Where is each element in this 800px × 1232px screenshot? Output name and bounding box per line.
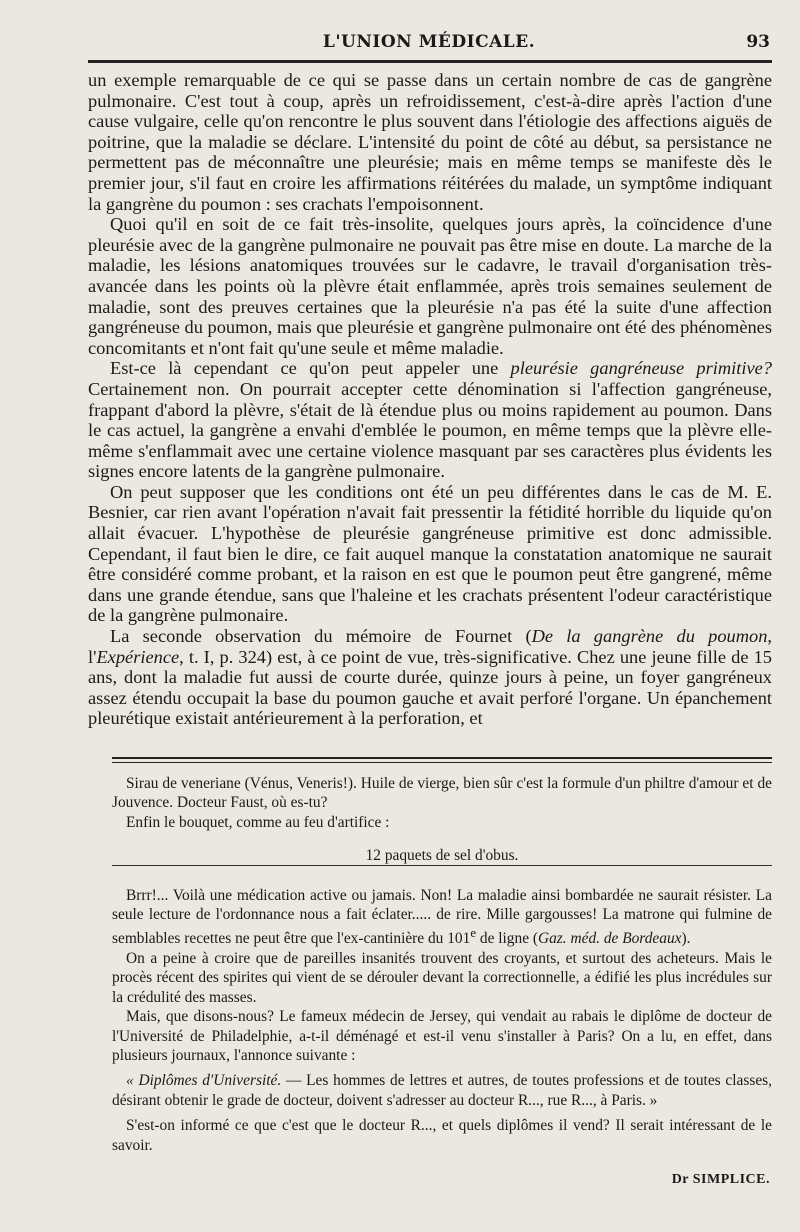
spacer bbox=[112, 878, 772, 886]
text-run: , t. I, p. 324) est, à ce point de vue, très-significative. Chez une jeune fille de 15 ans, dont la maladie fut aussi de courte durée, quinze jours à peine, un foyer gangréneux assez étendu occupait la base du poumon gauche et avait perforé l'organe. Un épanchement pleurétique existait antérieurement à la perforation, et bbox=[88, 646, 772, 729]
article-paragraph: On peut supposer que les conditions ont été un peu différentes dans le cas de M. E. Besnier, car rien avant l'opération n'avait fait pressentir la fétidité horrible du liquide qu'on allait évacuer. L'hypothèse de pleurésie gangréneuse primitive est donc admissible. Cependant, il faut bien le dire, ce fait auquel manque la constatation anatomique ne saurait être considéré comme probant, et la raison en est que le poumon peut être gangrené, même dans une grande étendue, sans que l'haleine et les crachats présentent l'odeur caractéristique de la gangrène pulmonaire. bbox=[88, 481, 772, 626]
text-run: La seconde observation du mémoire de Fournet ( bbox=[110, 626, 532, 647]
text-run: Brrr!... Voilà une médication active ou jamais. Non! La maladie ainsi bombardée ne saurait résister. La seule lecture de l'ordonnance nous a fait éclater..... de rire. Mille gargousses! La matrone qui fulmine de semblables recettes ne peut être que l'ex-cantinière du 101 bbox=[112, 886, 772, 948]
text-run: — Les hommes de lettres et autres, de toutes professions et de toutes classes, désirant obtenir le grade de docteur, doivent s'adresser au docteur R..., rue R..., à Paris. » bbox=[112, 1072, 772, 1109]
text-run: , l' bbox=[88, 626, 773, 667]
section-rule bbox=[112, 865, 772, 866]
text-run: Certainement non. On pourrait accepter cette dénomination si l'affection gangréneuse, frappant d'abord la plèvre, s'était de là étendue plus ou moins rapidement au poumon. Dans le cas actuel, la gangrène a envahi d'emblée le poumon, en même temps que la plèvre elle-même s'enflammait avec une certaine violence masquant par ses caractères plus évidents les signes encore latents de la gangrène pulmonaire. bbox=[88, 378, 772, 482]
feuilleton-paragraph: On a peine à croire que de pareilles insanités trouvent des croyants, et surtout des acheteurs. Mais le procès récent des spirites qui vient de se dérouler devant la correctionnelle, a édifié les plus incrédules sur la crédulité des masses. bbox=[112, 949, 772, 1006]
italic-title: De la gangrène du poumon bbox=[531, 626, 768, 647]
text-run: ). bbox=[681, 930, 691, 948]
article-paragraph bbox=[88, 358, 772, 482]
feuilleton-paragraph: Enfin le bouquet, comme au feu d'artifice : bbox=[126, 813, 390, 831]
centered-line: 12 paquets de sel d'obus. bbox=[365, 847, 519, 865]
italic-title: Expérience bbox=[96, 646, 180, 667]
feuilleton-paragraph bbox=[112, 1071, 772, 1110]
header-rule bbox=[88, 60, 772, 63]
article-paragraph: un exemple remarquable de ce qui se passe dans un certain nombre de cas de gangrène pulmonaire. C'est tout à coup, après un refroidissement, c'est-à-dire après l'action d'une cause vulgaire, celle qu'on rencontre le plus souvent dans l'étiologie des affections aiguës de poitrine, que la maladie se déclare. L'intensité du point de côté au début, sa persistance ne permettent pas de méconnaître une pleurésie; mais en même temps se manifeste dès le premier jour, s'il faut en croire les affirmations réitérées du malade, un symptôme indiquant la gangrène du poumon : ses crachats l'empoisonnent. bbox=[88, 70, 772, 214]
journal-title: L'UNION MÉDICALE. bbox=[322, 32, 536, 52]
article-paragraph: Quoi qu'il en soit de ce fait très-insolite, quelques jours après, la coïncidence d'une pleurésie avec de la gangrène pulmonaire ne pouvait pas être mise en doute. La marche de la maladie, les lésions anatomiques trouvées sur le cadavre, le travail d'organisation très-avancée dans les points où la plèvre était enflammée, après trois semaines seulement de maladie, sont des preuves certaines que la pleurésie n'a pas été la suite d'une affection gangréneuse du poumon, mais que pleurésie et gangrène pulmonaire ont été des phénomènes concomitants et n'ont fait qu'une seule et même maladie. bbox=[88, 214, 772, 358]
feuilleton-paragraph: S'est-on informé ce que c'est que le docteur R..., et quels diplômes il vend? Il serait intéressant de le savoir. bbox=[112, 1117, 772, 1154]
signature: Dr SIMPLICE. bbox=[671, 1172, 770, 1187]
main-article bbox=[88, 70, 772, 729]
text-run: Est-ce là cependant ce qu'on peut appeler une bbox=[110, 358, 511, 379]
page-number: 93 bbox=[746, 32, 770, 52]
italic-heading: « Diplômes d'Université. bbox=[126, 1072, 282, 1090]
feuilleton-paragraph: Sirau de veneriane (Vénus, Veneris!). Huile de vierge, bien sûr c'est la formule d'un philtre d'amour et de Jouvence. Docteur Faust, où es-tu? bbox=[112, 775, 772, 812]
superscript: e bbox=[470, 926, 477, 941]
text-run: de ligne ( bbox=[476, 930, 538, 948]
feuilleton-paragraph: Mais, que disons-nous? Le fameux médecin de Jersey, qui vendait au rabais le diplôme de docteur de l'Université de Philadelphie, a-t-il déménagé et est-il venu s'installer à Paris? On a lu, en effet, dans plusieurs journaux, l'annonce suivante : bbox=[112, 1008, 772, 1064]
feuilleton-rule-thin bbox=[112, 762, 772, 763]
feuilleton-section bbox=[112, 774, 772, 1155]
page-header bbox=[88, 28, 770, 58]
feuilleton-rule bbox=[112, 757, 772, 759]
feuilleton-paragraph bbox=[112, 886, 772, 949]
article-paragraph bbox=[88, 626, 772, 729]
italic-term: pleurésie gangréneuse primitive? bbox=[510, 358, 772, 379]
italic-citation: Gaz. méd. de Bordeaux bbox=[538, 930, 682, 948]
